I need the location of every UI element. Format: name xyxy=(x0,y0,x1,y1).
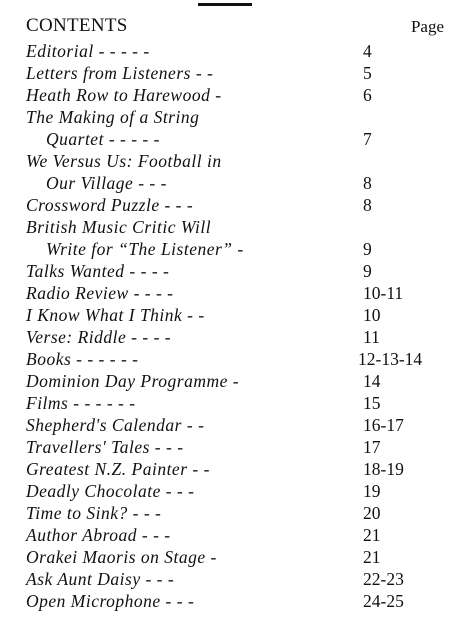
contents-row xyxy=(0,106,455,128)
entry-title: Time to Sink? - - - xyxy=(26,503,162,523)
entry-title: Letters from Listeners - - xyxy=(26,63,214,83)
contents-row xyxy=(0,128,455,150)
entry-title: Talks Wanted - - - - xyxy=(26,261,170,281)
entry-page-number: 4 xyxy=(363,41,372,61)
entry-page-number: 15 xyxy=(363,393,381,413)
contents-row xyxy=(0,480,455,502)
entry-page-number: 10-11 xyxy=(363,283,404,303)
entry-page-number: 9 xyxy=(363,239,372,259)
contents-row xyxy=(0,238,455,260)
entry-title: Orakei Maoris on Stage - xyxy=(26,547,217,567)
entry-page-number: 22-23 xyxy=(363,569,404,589)
contents-row xyxy=(0,502,455,524)
contents-row xyxy=(0,304,455,326)
entry-title: Write for “The Listener” - xyxy=(46,239,244,259)
entry-title: Our Village - - - xyxy=(46,173,167,193)
entry-page-number: 20 xyxy=(363,503,381,523)
contents-row xyxy=(0,414,455,436)
contents-header xyxy=(26,15,446,41)
entry-page-number: 6 xyxy=(363,85,372,105)
entry-page-number: 5 xyxy=(363,63,372,83)
entry-page-number: 9 xyxy=(363,261,372,281)
contents-row xyxy=(0,568,455,590)
entry-title: Crossword Puzzle - - - xyxy=(26,195,194,215)
entry-title: Films - - - - - - xyxy=(26,393,136,413)
contents-row xyxy=(0,546,455,568)
contents-row xyxy=(0,150,455,172)
entry-title: Open Microphone - - - xyxy=(26,591,195,611)
entry-title: Heath Row to Harewood - xyxy=(26,85,222,105)
entry-title: Greatest N.Z. Painter - - xyxy=(26,459,210,479)
contents-row xyxy=(0,62,455,84)
contents-row xyxy=(0,216,455,238)
entry-title: Deadly Chocolate - - - xyxy=(26,481,195,501)
contents-row xyxy=(0,282,455,304)
entry-page-number: 17 xyxy=(363,437,381,457)
entry-title: Quartet - - - - - xyxy=(46,129,160,149)
contents-row xyxy=(0,524,455,546)
entry-page-number: 12-13-14 xyxy=(358,349,423,369)
entry-page-number: 11 xyxy=(363,327,380,347)
contents-row xyxy=(0,194,455,216)
entry-page-number: 18-19 xyxy=(363,459,404,479)
entry-page-number: 14 xyxy=(363,371,381,391)
entry-title: Radio Review - - - - xyxy=(26,283,174,303)
contents-title: CONTENTS xyxy=(26,15,128,36)
entry-title: We Versus Us: Football in xyxy=(26,151,222,171)
entry-page-number: 10 xyxy=(363,305,381,325)
entry-page-number: 7 xyxy=(363,129,372,149)
entry-page-number: 19 xyxy=(363,481,381,501)
entry-title: Books - - - - - - xyxy=(26,349,139,369)
entry-title: Travellers' Tales - - - xyxy=(26,437,184,457)
page-column-label: Page xyxy=(410,17,444,36)
contents-list xyxy=(0,40,455,612)
entry-page-number: 8 xyxy=(363,173,372,193)
contents-row xyxy=(0,260,455,282)
entry-title: Ask Aunt Daisy - - - xyxy=(26,569,175,589)
entry-title: Editorial - - - - - xyxy=(26,41,150,61)
contents-row xyxy=(0,172,455,194)
entry-title: Author Abroad - - - xyxy=(26,525,171,545)
contents-row xyxy=(0,348,455,370)
contents-row xyxy=(0,370,455,392)
entry-title: Dominion Day Programme - xyxy=(26,371,240,391)
entry-page-number: 24-25 xyxy=(363,591,404,611)
entry-title: British Music Critic Will xyxy=(26,217,212,237)
entry-title: Verse: Riddle - - - - xyxy=(26,327,172,347)
contents-row xyxy=(0,40,455,62)
entry-page-number: 21 xyxy=(363,525,381,545)
entry-page-number: 16-17 xyxy=(363,415,404,435)
contents-row xyxy=(0,436,455,458)
contents-row xyxy=(0,458,455,480)
entry-page-number: 21 xyxy=(363,547,381,567)
contents-row xyxy=(0,326,455,348)
contents-row xyxy=(0,392,455,414)
entry-title: The Making of a String xyxy=(26,107,200,127)
entry-page-number: 8 xyxy=(363,195,372,215)
contents-row xyxy=(0,590,455,612)
contents-row xyxy=(0,84,455,106)
entry-title: Shepherd's Calendar - - xyxy=(26,415,205,435)
entry-title: I Know What I Think - - xyxy=(26,305,205,325)
top-rule xyxy=(198,3,252,6)
